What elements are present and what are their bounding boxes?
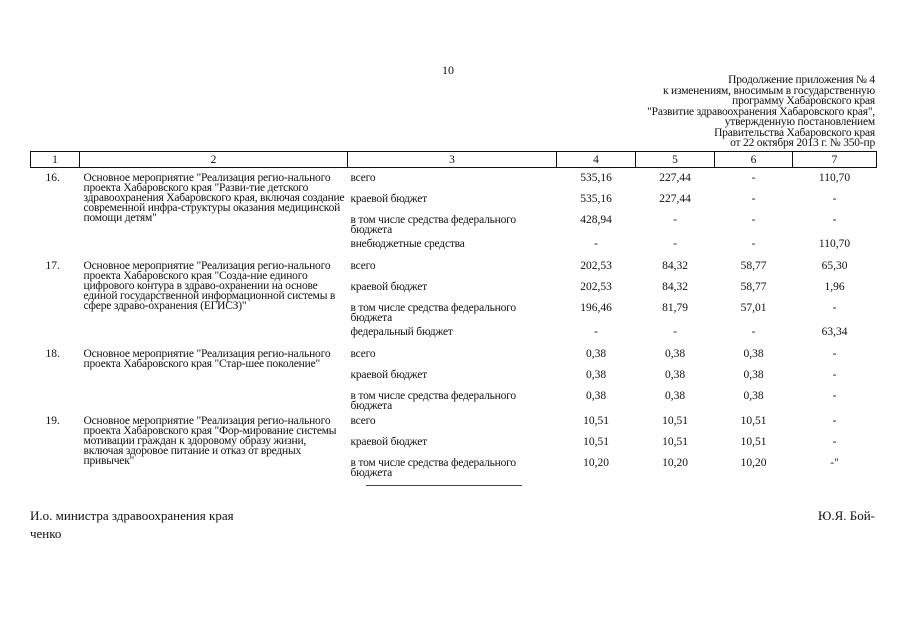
- value-col-7: -: [832, 436, 837, 448]
- table-row: [31, 411, 877, 433]
- funding-source: в том числе средства федерального бюджета: [350, 214, 516, 236]
- value-col-4: 535,16: [580, 172, 612, 184]
- value-col-6: 0,38: [743, 369, 764, 381]
- value-col-5: -: [673, 326, 677, 338]
- signature-title: И.о. министра здравоохранения края: [30, 508, 234, 523]
- value-col-4: 10,51: [583, 436, 609, 448]
- value-col-5: 81,79: [662, 302, 688, 314]
- header-block: [575, 75, 875, 149]
- value-col-6: -: [751, 326, 756, 338]
- row-number: 16.: [45, 172, 60, 184]
- value-col-7: 63,34: [821, 326, 848, 338]
- signature-name: Ю.Я. Бой-: [817, 508, 875, 523]
- value-col-7: -: [832, 390, 837, 402]
- funding-source: внебюджетные средства: [350, 238, 465, 250]
- value-col-7: -: [832, 193, 837, 205]
- value-col-7: 110,70: [818, 172, 851, 184]
- value-col-5: -: [673, 238, 677, 250]
- value-col-4: 202,53: [580, 260, 612, 272]
- header-line: "Развитие здравоохранения Хабаровского края",: [647, 105, 875, 118]
- table-row: [31, 256, 877, 278]
- value-col-7: 110,70: [818, 238, 851, 250]
- column-header: 5: [636, 152, 715, 168]
- table-header-row: [31, 152, 877, 168]
- value-col-4: 535,16: [580, 193, 612, 205]
- value-col-7: -: [832, 415, 837, 427]
- funding-source: всего: [350, 260, 376, 272]
- signature-continuation: ченко: [30, 526, 62, 541]
- funding-source: в том числе средства федерального бюджета: [350, 457, 516, 479]
- header-line: Продолжение приложения № 4: [728, 74, 875, 86]
- funding-source: краевой бюджет: [350, 369, 428, 381]
- value-col-5: 10,51: [662, 415, 688, 427]
- funding-source: в том числе средства федерального бюджета: [350, 302, 516, 324]
- value-col-5: 0,38: [664, 348, 686, 360]
- row-number: 18.: [45, 348, 60, 360]
- funding-table: [30, 151, 877, 478]
- value-col-5: 0,38: [664, 390, 686, 402]
- funding-source: краевой бюджет: [350, 281, 428, 293]
- value-col-5: 0,38: [664, 369, 686, 381]
- value-col-5: 84,32: [662, 260, 688, 272]
- header-line: утвержденную постановлением: [724, 116, 875, 128]
- value-col-7: -: [832, 214, 837, 226]
- table-row: [31, 344, 877, 366]
- value-col-7: -: [832, 302, 837, 314]
- value-col-5: 227,44: [659, 172, 691, 184]
- value-col-6: -: [751, 214, 756, 226]
- column-header: 1: [31, 152, 80, 168]
- value-col-6: -: [751, 172, 756, 184]
- funding-source: всего: [350, 348, 376, 360]
- activity-description: Основное мероприятие "Реализация регио-нального проекта Хабаровского края "Разви-тие детского здравоохранения Хабаровского края, включая создание современной инфра-структуры оказания медицинской помощи детям": [83, 172, 345, 224]
- value-col-4: -: [594, 326, 598, 338]
- value-col-6: 58,77: [740, 281, 767, 293]
- header-line: Правительства Хабаровского края: [714, 126, 875, 139]
- funding-source: в том числе средства федерального бюджета: [350, 390, 516, 412]
- column-header: 7: [793, 152, 877, 168]
- funding-source: краевой бюджет: [350, 436, 428, 448]
- value-col-4: 196,46: [580, 302, 612, 314]
- value-col-5: -: [673, 214, 677, 226]
- table-row: [31, 168, 877, 191]
- value-col-6: -: [751, 193, 756, 205]
- value-col-4: -: [594, 238, 598, 250]
- value-col-7: 1,96: [824, 281, 845, 293]
- column-header: 2: [80, 152, 348, 168]
- value-col-6: 10,20: [740, 457, 767, 469]
- value-col-7: -: [832, 348, 837, 360]
- value-col-7: 65,30: [821, 260, 848, 272]
- header-line: программу Хабаровского края: [732, 95, 875, 107]
- funding-source: краевой бюджет: [350, 193, 428, 205]
- page-number: 10: [442, 63, 454, 77]
- value-col-6: 0,38: [743, 390, 764, 402]
- value-col-4: 0,38: [585, 369, 607, 381]
- table-body: [31, 168, 877, 479]
- funding-source: всего: [350, 415, 376, 427]
- activity-description: Основное мероприятие "Реализация регио-нального проекта Хабаровского края "Стар-шее поколение": [83, 348, 331, 370]
- value-col-5: 10,51: [662, 436, 688, 448]
- funding-source: всего: [350, 172, 376, 184]
- value-col-4: 10,20: [583, 457, 609, 469]
- value-col-4: 0,38: [585, 348, 607, 360]
- value-col-6: 0,38: [743, 348, 764, 360]
- column-header: 6: [715, 152, 793, 168]
- value-col-4: 0,38: [585, 390, 607, 402]
- value-col-5: 227,44: [659, 193, 691, 205]
- column-header: 4: [557, 152, 636, 168]
- value-col-5: 10,20: [662, 457, 688, 469]
- activity-description: Основное мероприятие "Реализация регио-нального проекта Хабаровского края "Созда-ние единого цифрового контура в здраво-охранении на основе единой государственной информационной системы в сфере здраво-охранения (ЕГИСЗ)": [83, 260, 336, 312]
- value-col-6: 57,01: [740, 302, 767, 314]
- value-col-6: 58,77: [740, 260, 767, 272]
- value-col-4: 202,53: [580, 281, 612, 293]
- value-col-6: 10,51: [740, 436, 767, 448]
- activity-description: Основное мероприятие "Реализация регио-нального проекта Хабаровского края "Фор-мирование системы мотивации граждан к здоровому образу жизни, включая здоровое питание и отказ от вредных привычек": [83, 415, 337, 467]
- value-col-6: -: [751, 238, 756, 250]
- row-number: 17.: [45, 260, 60, 272]
- value-col-7: -: [832, 369, 837, 381]
- value-col-6: 10,51: [740, 415, 767, 427]
- row-number: 19.: [45, 415, 60, 427]
- value-col-4: 10,51: [583, 415, 609, 427]
- column-header: 3: [348, 152, 557, 168]
- header-line: от 22 октября 2013 г. № 350-пр: [730, 137, 875, 149]
- value-col-7: -": [830, 457, 839, 469]
- header-line: к изменениям, вносимым в государственную: [663, 84, 875, 97]
- funding-source: федеральный бюджет: [350, 326, 453, 338]
- divider: [366, 485, 522, 486]
- value-col-4: 428,94: [580, 214, 612, 226]
- value-col-5: 84,32: [662, 281, 688, 293]
